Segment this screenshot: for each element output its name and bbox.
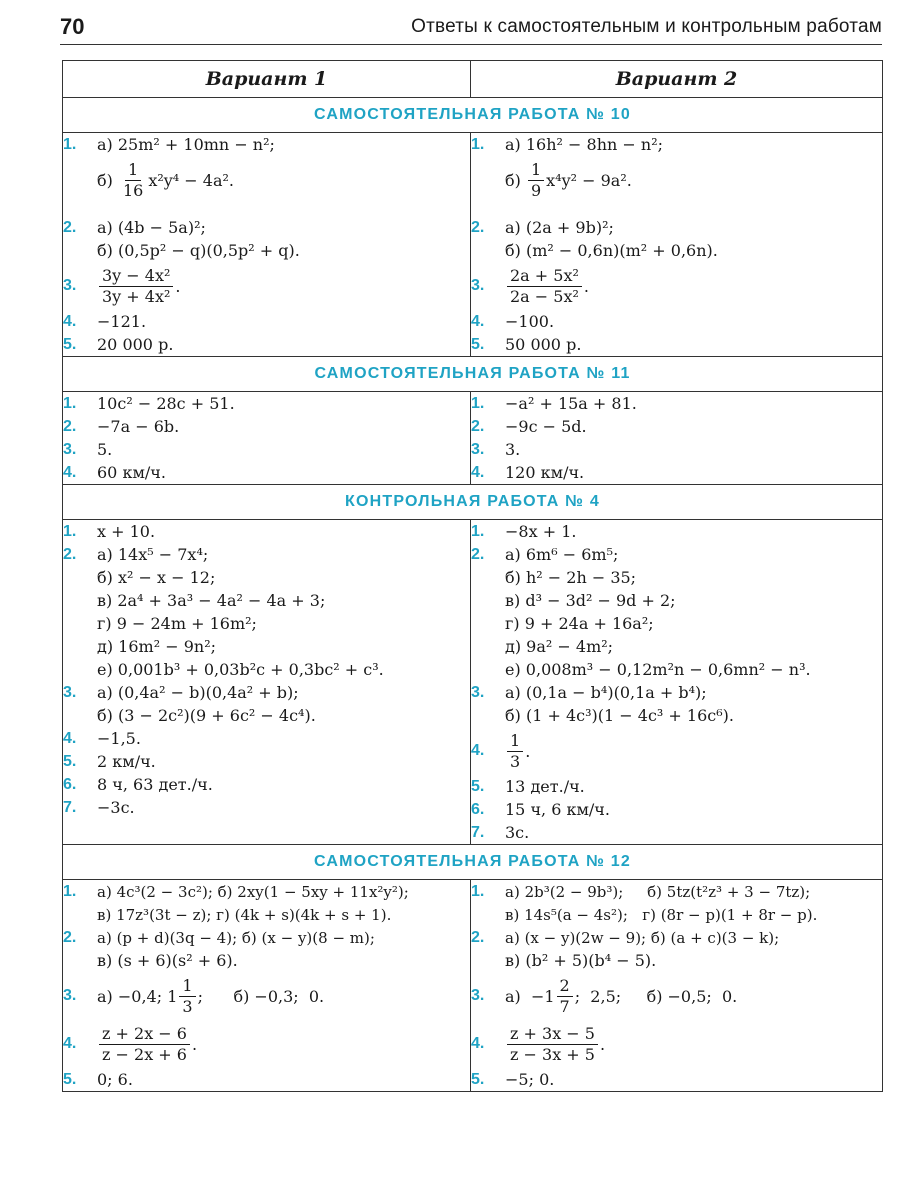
- answers-sr12-v1: [63, 880, 471, 1092]
- fraction-denominator: 16: [122, 180, 144, 200]
- item-number: 3.: [471, 277, 485, 294]
- answer-text: 2 км/ч.: [97, 752, 156, 771]
- fraction: [179, 976, 195, 1017]
- fraction-numerator: 3y − 4x²: [99, 266, 173, 287]
- fraction: [507, 731, 523, 772]
- fraction-numerator: 2: [557, 976, 573, 997]
- fraction: [507, 266, 582, 307]
- answer-text: а) (4b − 5a)²;: [97, 218, 206, 237]
- answer-text: а) 4c³(2 − 3c²); б) 2xy(1 − 5xy + 11x²y²);: [97, 882, 409, 901]
- answer-line: [471, 415, 882, 438]
- fraction-denominator: 3y + 4x²: [102, 286, 171, 306]
- answer-line: [505, 239, 882, 262]
- answer-text: −100.: [505, 312, 555, 331]
- answer-line: [63, 438, 470, 461]
- item-number: 4.: [471, 1035, 485, 1052]
- answer-line: [471, 133, 882, 156]
- answer-text: в) 17z³(3t − z); г) (4k + s)(4k + s + 1).: [97, 905, 392, 924]
- answer-text: б) (0,5p² − q)(0,5p² + q).: [97, 241, 300, 260]
- answer-line: [63, 415, 470, 438]
- answer-text: 3c.: [505, 823, 530, 842]
- answer-text: д) 9a² − 4m²;: [505, 637, 614, 656]
- item-number: 3.: [63, 277, 77, 294]
- item-number: 4.: [63, 729, 77, 747]
- answer-text: −3c.: [97, 798, 135, 817]
- answer-text: .: [599, 1034, 606, 1054]
- answer-line: [471, 392, 882, 415]
- answer-line: [63, 880, 470, 903]
- answer-text: г) 9 + 24a + 16a²;: [505, 614, 654, 633]
- answers-sr10-v1: [63, 133, 471, 357]
- answers-sr10-v2: [471, 133, 883, 357]
- answer-line: [471, 926, 882, 949]
- fraction-numerator: 1: [125, 160, 141, 181]
- item-number: 4.: [471, 312, 485, 330]
- answer-line: [97, 156, 470, 204]
- answer-text: .: [583, 276, 590, 296]
- answer-text: в) 2a⁴ + 3a³ − 4a² − 4a + 3;: [97, 591, 326, 610]
- column-header-variant-1: Вариант 1: [63, 61, 471, 98]
- answers-sr12-v2: [471, 880, 883, 1092]
- fraction-denominator: 3: [510, 751, 521, 771]
- answer-text: а) −1: [505, 986, 555, 1006]
- item-number: 4.: [63, 312, 77, 330]
- answer-line: [63, 589, 470, 612]
- item-number: 3.: [63, 987, 77, 1004]
- answer-text: а) 2b³(2 − 9b³); б) 5tz(t²z³ + 3 − 7tz);: [505, 882, 811, 901]
- answer-line: [63, 392, 470, 415]
- answer-text: .: [525, 741, 531, 761]
- answer-text: −9c − 5d.: [505, 417, 587, 436]
- answer-line: [471, 681, 882, 704]
- answer-line: [471, 880, 882, 903]
- answer-text: а) (2a + 9b)²;: [505, 218, 614, 237]
- answer-line: [505, 903, 882, 926]
- answer-text: б): [97, 170, 113, 190]
- answer-line: [471, 333, 882, 356]
- answer-text: x + 10.: [97, 522, 156, 541]
- answer-text: г) 9 − 24m + 16m²;: [97, 614, 257, 633]
- answer-line: [471, 635, 882, 658]
- item-number: 1.: [471, 394, 485, 412]
- answer-text: б) (m² − 0,6n)(m² + 0,6n).: [505, 241, 718, 260]
- answer-text: а) (p + d)(3q − 4); б) (x − y)(8 − m);: [97, 928, 375, 947]
- answer-line: [471, 310, 882, 333]
- answer-line: [471, 520, 882, 543]
- answer-text: а) 6m⁶ − 6m⁵;: [505, 545, 619, 564]
- item-number: 5.: [63, 752, 77, 770]
- answer-text: а) 25m² + 10mn − n²;: [97, 135, 275, 154]
- item-number: 5.: [471, 1070, 485, 1088]
- answer-text: е) 0,001b³ + 0,03b²c + 0,3bc² + c³.: [97, 660, 384, 679]
- answer-line: [97, 949, 470, 972]
- item-number: 4.: [471, 463, 485, 481]
- item-number: 6.: [471, 800, 485, 818]
- item-number: 7.: [471, 823, 485, 841]
- answer-line: [471, 727, 882, 775]
- answer-text: 5.: [97, 440, 113, 459]
- answer-text: ; б) −0,3; 0.: [197, 986, 325, 1006]
- answer-text: д) 16m² − 9n²;: [97, 637, 216, 656]
- answer-text: 0; 6.: [97, 1070, 133, 1089]
- section-title-sr12: САМОСТОЯТЕЛЬНАЯ РАБОТА № 12: [63, 845, 883, 880]
- answers-kr4-v1: [63, 520, 471, 845]
- fraction-numerator: 2a + 5x²: [507, 266, 582, 287]
- answer-text: 15 ч, 6 км/ч.: [505, 800, 610, 819]
- fraction-numerator: 1: [528, 160, 544, 181]
- fraction: [99, 1024, 190, 1065]
- answer-line: [63, 216, 470, 239]
- answer-line: [471, 612, 882, 635]
- section-title-sr10: САМОСТОЯТЕЛЬНАЯ РАБОТА № 10: [63, 98, 883, 133]
- answer-text: в) 14s⁵(a − 4s²); г) (8r − p)(1 + 8r − p).: [505, 905, 818, 924]
- answer-text: а) (0,4a² − b)(0,4a² + b);: [97, 683, 299, 702]
- fraction-numerator: 1: [179, 976, 195, 997]
- item-number: 1.: [63, 394, 77, 412]
- fraction: [507, 1024, 598, 1065]
- fraction-denominator: z − 3x + 5: [510, 1044, 595, 1064]
- page-header: [60, 10, 882, 45]
- answer-line: [471, 1068, 882, 1091]
- item-number: 3.: [63, 683, 77, 701]
- answer-text: 60 км/ч.: [97, 463, 166, 482]
- answer-line: [471, 566, 882, 589]
- fraction-denominator: 2a − 5x²: [510, 286, 579, 306]
- item-number: 7.: [63, 798, 77, 816]
- answer-text: 120 км/ч.: [505, 463, 585, 482]
- answer-line: [471, 821, 882, 844]
- answer-text: −7a − 6b.: [97, 417, 180, 436]
- column-header-variant-2: Вариант 2: [471, 61, 883, 98]
- answer-line: [471, 589, 882, 612]
- answer-text: 3.: [505, 440, 521, 459]
- answer-text: б) h² − 2h − 35;: [505, 568, 637, 587]
- answer-line: [63, 750, 470, 773]
- answer-text: .: [191, 1034, 198, 1054]
- answers-table: [62, 60, 883, 1092]
- running-title: Ответы к самостоятельным и контрольным работам: [411, 16, 882, 37]
- item-number: 4.: [63, 463, 77, 481]
- item-number: 4.: [471, 742, 485, 759]
- fraction: [99, 266, 173, 307]
- item-number: 5.: [63, 335, 77, 353]
- item-number: 1.: [471, 882, 485, 900]
- answer-text: −121.: [97, 312, 147, 331]
- item-number: 1.: [63, 882, 77, 900]
- item-number: 1.: [471, 522, 485, 540]
- answer-line: [471, 972, 882, 1020]
- answer-line: [471, 438, 882, 461]
- answer-text: в) (s + 6)(s² + 6).: [97, 951, 238, 970]
- answer-text: б) (3 − 2c²)(9 + 6c² − 4c⁴).: [97, 706, 316, 725]
- answer-line: [505, 156, 882, 204]
- answer-line: [63, 727, 470, 750]
- answer-line: [63, 796, 470, 819]
- item-number: 2.: [63, 218, 77, 236]
- fraction-denominator: 7: [559, 996, 570, 1016]
- answer-text: а) 14x⁵ − 7x⁴;: [97, 545, 209, 564]
- answer-text: −5; 0.: [505, 1070, 555, 1089]
- answer-line: [63, 704, 470, 727]
- answers-kr4-v2: [471, 520, 883, 845]
- answer-line: [97, 903, 470, 926]
- answer-text: в) d³ − 3d² − 9d + 2;: [505, 591, 676, 610]
- answer-text: x²y⁴ − 4a².: [148, 170, 235, 190]
- answer-line: [63, 773, 470, 796]
- answer-line: [471, 543, 882, 566]
- answer-text: а) (x − y)(2w − 9); б) (a + c)(3 − k);: [505, 928, 780, 947]
- answers-sr11-v1: [63, 392, 471, 485]
- item-number: 2.: [471, 218, 485, 236]
- answer-text: .: [175, 276, 181, 296]
- answer-line: [63, 310, 470, 333]
- fraction: [120, 160, 146, 201]
- fraction-denominator: 9: [530, 180, 542, 200]
- answer-text: 50 000 р.: [505, 335, 582, 354]
- answer-text: x⁴y² − 9a².: [546, 170, 632, 190]
- answer-text: б): [505, 170, 521, 190]
- answer-line: [471, 1020, 882, 1068]
- item-number: 3.: [471, 440, 485, 458]
- item-number: 6.: [63, 775, 77, 793]
- answer-line: [471, 216, 882, 239]
- answer-line: [63, 520, 470, 543]
- fraction-numerator: z + 2x − 6: [99, 1024, 190, 1045]
- item-number: 5.: [471, 335, 485, 353]
- item-number: 3.: [63, 440, 77, 458]
- item-number: 5.: [471, 777, 485, 795]
- page-number: 70: [60, 14, 85, 39]
- section-title-kr4: КОНТРОЛЬНАЯ РАБОТА № 4: [63, 485, 883, 520]
- answer-text: а) −0,4; 1: [97, 986, 178, 1006]
- answer-text: а) 16h² − 8hn − n²;: [505, 135, 663, 154]
- answer-text: ; 2,5; б) −0,5; 0.: [574, 986, 738, 1006]
- answer-text: 20 000 р.: [97, 335, 174, 354]
- answer-line: [471, 461, 882, 484]
- item-number: 1.: [63, 135, 77, 153]
- answer-text: −8x + 1.: [505, 522, 577, 541]
- item-number: 1.: [471, 135, 485, 153]
- answer-text: в) (b² + 5)(b⁴ − 5).: [505, 951, 657, 970]
- answer-text: −1,5.: [97, 729, 141, 748]
- fraction: [557, 976, 573, 1017]
- item-number: 4.: [63, 1035, 77, 1052]
- answers-sr11-v2: [471, 392, 883, 485]
- answer-line: [63, 681, 470, 704]
- item-number: 2.: [471, 417, 485, 435]
- item-number: 3.: [471, 683, 485, 701]
- answer-line: [505, 949, 882, 972]
- answer-line: [63, 1020, 470, 1068]
- answer-line: [97, 239, 470, 262]
- answer-line: [63, 658, 470, 681]
- answer-text: б) (1 + 4c³)(1 − 4c³ + 16c⁶).: [505, 706, 734, 725]
- answer-line: [471, 658, 882, 681]
- item-number: 1.: [63, 522, 77, 540]
- answer-line: [63, 972, 470, 1020]
- item-number: 2.: [471, 928, 485, 946]
- answer-line: [63, 133, 470, 156]
- answer-text: 13 дет./ч.: [505, 777, 585, 796]
- answer-line: [471, 704, 882, 727]
- answer-line: [63, 543, 470, 566]
- fraction-denominator: 3: [182, 996, 193, 1016]
- answer-text: −a² + 15a + 81.: [505, 394, 637, 413]
- item-number: 5.: [63, 1070, 77, 1088]
- answer-text: 10c² − 28c + 51.: [97, 394, 235, 413]
- item-number: 2.: [471, 545, 485, 563]
- section-title-sr11: САМОСТОЯТЕЛЬНАЯ РАБОТА № 11: [63, 357, 883, 392]
- fraction-numerator: 1: [507, 731, 523, 752]
- answer-line: [63, 612, 470, 635]
- answer-line: [471, 798, 882, 821]
- answer-line: [63, 566, 470, 589]
- fraction-numerator: z + 3x − 5: [507, 1024, 598, 1045]
- answer-line: [63, 1068, 470, 1091]
- fraction-denominator: z − 2x + 6: [102, 1044, 187, 1064]
- answer-line: [63, 262, 470, 310]
- answer-line: [471, 262, 882, 310]
- item-number: 2.: [63, 545, 77, 563]
- answer-line: [63, 926, 470, 949]
- answer-line: [63, 635, 470, 658]
- answer-text: а) (0,1a − b⁴)(0,1a + b⁴);: [505, 683, 707, 702]
- answer-text: 8 ч, 63 дет./ч.: [97, 775, 213, 794]
- item-number: 2.: [63, 417, 77, 435]
- answer-line: [471, 775, 882, 798]
- answer-text: б) x² − x − 12;: [97, 568, 216, 587]
- item-number: 2.: [63, 928, 77, 946]
- fraction: [528, 160, 544, 201]
- answer-line: [63, 333, 470, 356]
- item-number: 3.: [471, 987, 485, 1004]
- answer-line: [63, 461, 470, 484]
- answer-text: е) 0,008m³ − 0,12m²n − 0,6mn² − n³.: [505, 660, 811, 679]
